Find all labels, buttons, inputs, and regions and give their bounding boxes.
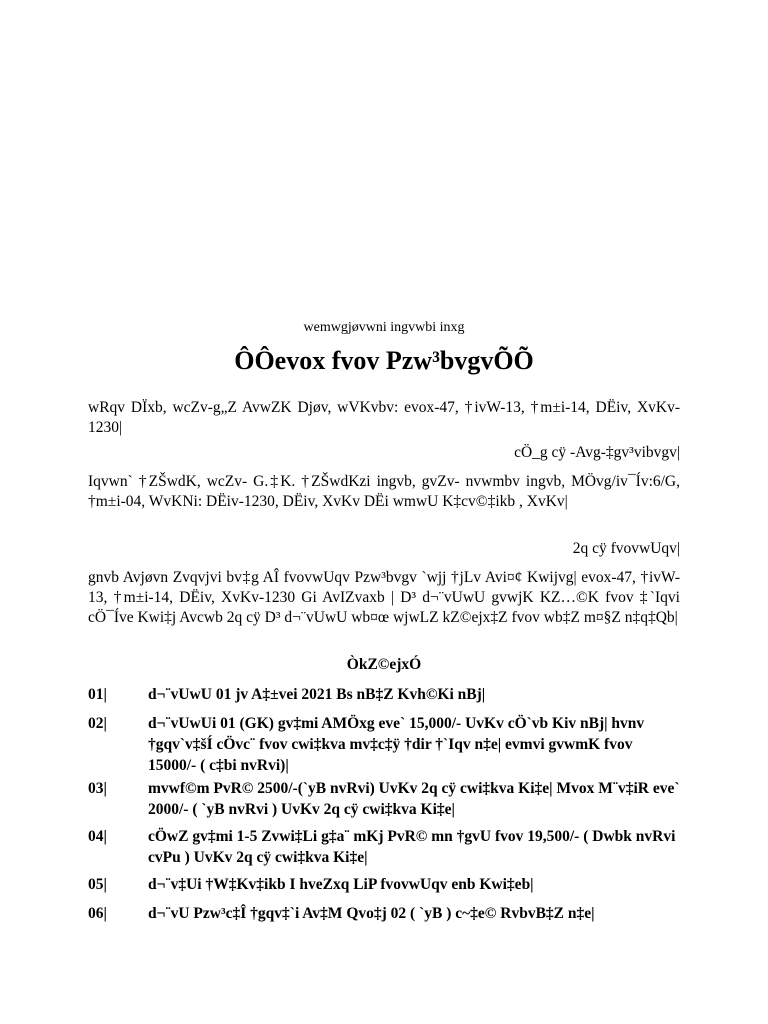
- term-item: [88, 826, 680, 868]
- term-item: [88, 778, 680, 820]
- term-text: d¬¨vUwU 01 jv A‡±vei 2021 Bs nB‡Z Kvh©Ki nBj|: [148, 686, 486, 703]
- term-text: cÖwZ gv‡mi 1-5 Zvwi‡Li g‡a¨ mKj PvR© mn †gvU fvov 19,500/- ( Dwbk nvRvi cvPu ) UvKv 2q cÿ cwi‡kva Ki‡e|: [148, 828, 676, 866]
- document-page: [88, 0, 680, 1024]
- term-number: 03|: [88, 780, 107, 797]
- second-party-details: Iqvwn` †ZŠwdK, wcZv- G.‡K. †ZŠwdKzi ingvb, gvZv- nvwmbv ingvb, MÖvg/iv¯Ív:6/G, †m±i-04, WvKNi: DËiv-1230, DËiv, XvKv DËi wmwU K‡cv©‡ikb , XvKv|: [88, 473, 680, 510]
- document-title: ÔÔevox fvov Pzw³bvgvÕÕ: [234, 346, 534, 375]
- second-party-label: 2q cÿ fvovwUqv|: [572, 540, 680, 557]
- term-number: 05|: [88, 876, 107, 893]
- term-number: 06|: [88, 905, 107, 922]
- first-party-details: wRqv DÏxb, wcZv-g„Z AvwZK Djøv, wVKvbv: evox-47, †ivW-13, †m±i-14, DËiv, XvKv-1230|: [88, 399, 680, 436]
- first-party-label: cÖ_g cÿ -Avg-‡gv³vibvgv|: [514, 444, 680, 461]
- term-text: d¬¨v‡Ui †W‡Kv‡ikb I hveZxq LiP fvovwUqv enb Kwi‡eb|: [148, 876, 534, 893]
- term-text: d¬¨vU Pzw³c‡Î †gqv‡`i Av‡M Qvo‡j 02 ( `yB ) c~‡e© RvbvB‡Z n‡e|: [148, 905, 595, 922]
- agreement-intro: gnvb Avjøvn Zvqvjvi bv‡g AÎ fvovwUqv Pzw³bvgv `wjj †jLv Avi¤¢ Kwijvg| evox-47, †ivW-13, †m±i-14, DËiv, XvKv-1230 Gi AvIZvaxb | D³ d¬¨vUwU gvwjK KZ…©K fvov ‡`Iqvi cÖ¯Íve Kwi‡j Avcwb 2q cÿ D³ d¬¨vUwU wb¤œ wjwLZ kZ©ejx‡Z fvov wb‡Z m¤§Z n‡q‡Qb|: [88, 569, 680, 626]
- term-item: [88, 903, 680, 924]
- term-item: [88, 684, 680, 705]
- term-text: d¬¨vUwUi 01 (GK) gv‡mi AMÖxg eve` 15,000/- UvKv cÖ`vb Kiv nBj| hvnv †gqv`v‡šÍ cÖvc¨ fvov cwi‡kva mv‡c‡ÿ †dir †`Iqv n‡e| evmvi gvwmK fvov 15000/- ( c‡bi nvRvi)|: [148, 715, 645, 774]
- term-item: [88, 874, 680, 895]
- pre-title-heading: wemwgjøvwni ingvwbi inxg: [303, 320, 465, 335]
- term-item: [88, 713, 680, 776]
- term-text: mvwf©m PvR© 2500/-(`yB nvRvi) UvKv 2q cÿ cwi‡kva Ki‡e| Mvox M¨v‡iR eve` 2000/- ( `yB nvRvi ) UvKv 2q cÿ cwi‡kva Ki‡e|: [148, 780, 680, 818]
- term-number: 01|: [88, 686, 107, 703]
- terms-heading: ÒkZ©ejxÓ: [346, 656, 422, 673]
- term-number: 02|: [88, 715, 107, 732]
- term-number: 04|: [88, 828, 107, 845]
